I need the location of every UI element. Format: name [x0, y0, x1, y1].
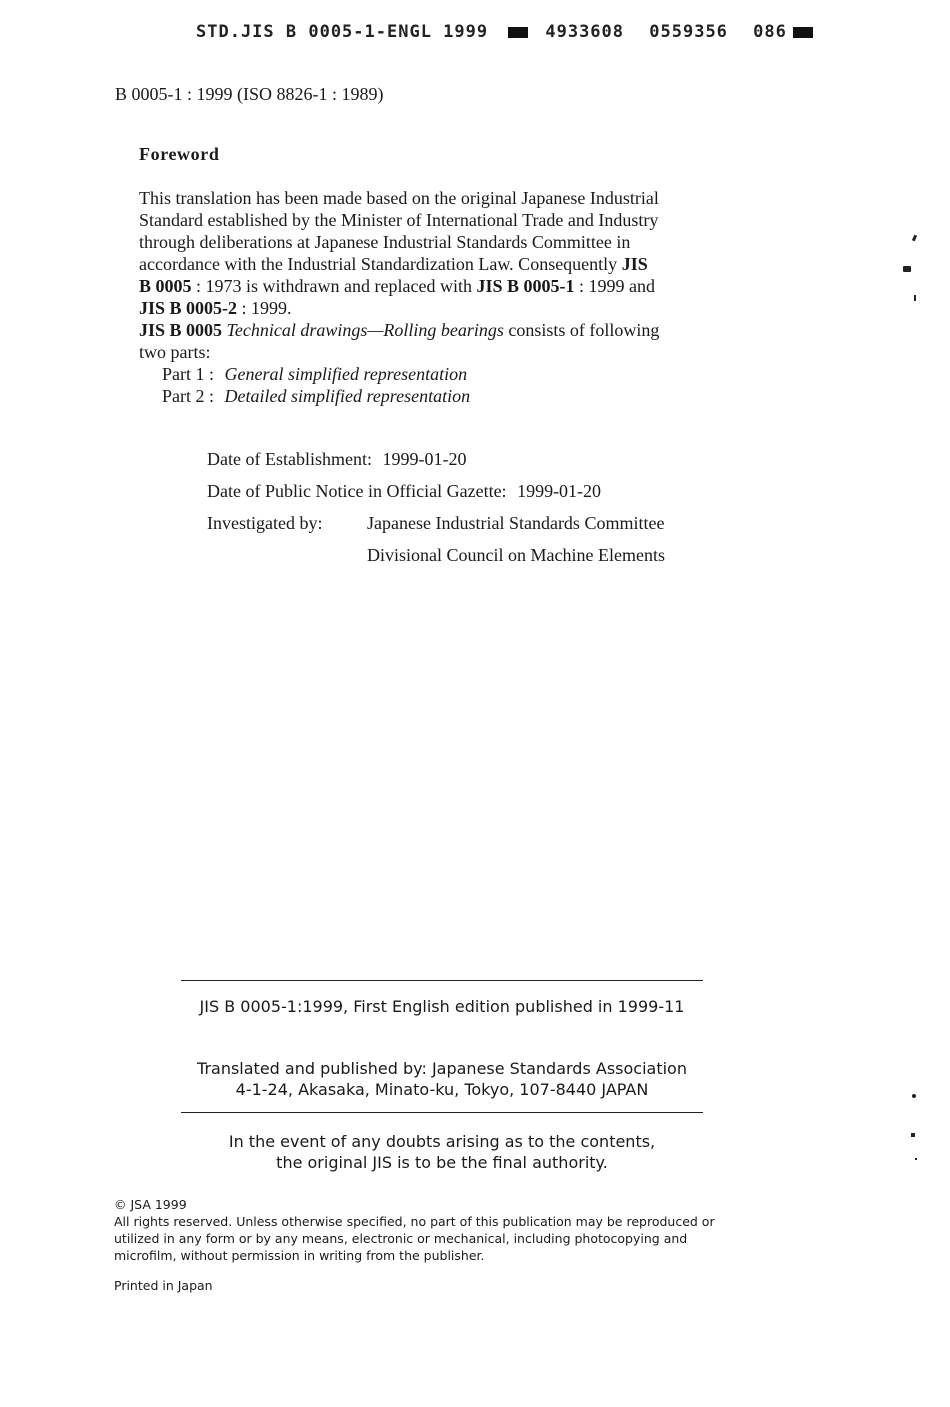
foreword-para2-bold: JIS B 0005 [139, 320, 223, 340]
rights-line-1: All rights reserved. Unless otherwise specified, no part of this publication may be reproduced or [114, 1214, 715, 1229]
foreword-line-4 [139, 254, 648, 275]
stamp-code: STD.JIS B 0005-1-ENGL 1999 [196, 22, 489, 42]
scan-speck [914, 295, 916, 301]
foreword-line-5-text-1: : 1973 is withdrawn and replaced with [191, 276, 477, 296]
scan-speck [912, 1094, 916, 1098]
foreword-line-4-text: accordance with the Industrial Standardization Law. Consequently [139, 254, 622, 274]
foreword-heading: Foreword [139, 144, 220, 164]
part-1-title: General simplified representation [224, 364, 468, 384]
foreword-line-6 [139, 298, 292, 319]
stamp-block-1 [508, 27, 528, 38]
stamp-number-3: 086 [753, 22, 787, 42]
stamp-number-1: 4933608 [545, 22, 625, 42]
publisher-line-1: Translated and published by: Japanese Standards Association [197, 1059, 687, 1078]
foreword-line-2: Standard established by the Minister of International Trade and Industry [139, 210, 659, 230]
authority-line-2: the original JIS is to be the final authority. [276, 1153, 608, 1172]
copyright: © JSA 1999 [114, 1197, 187, 1212]
foreword-para2-line-2: two parts: [139, 342, 211, 362]
stamp-block-2 [793, 27, 813, 38]
foreword-line-5-bold-1: B 0005 [139, 276, 192, 296]
header-stamp [196, 22, 819, 42]
scan-speck [912, 235, 917, 242]
foreword-line-5 [139, 276, 655, 297]
divider-top [181, 980, 703, 981]
edition-note: JIS B 0005-1:1999, First English edition published in 1999-11 [199, 997, 685, 1016]
foreword-para2-italic: Technical drawings—Rolling bearings [226, 320, 504, 340]
part-1 [162, 364, 467, 385]
part-2-label: Part 2 : [162, 386, 214, 406]
investigated-label: Investigated by: [207, 513, 323, 533]
printed-in: Printed in Japan [114, 1278, 213, 1293]
scan-speck [903, 266, 911, 272]
gazette-date [207, 481, 601, 502]
rights-line-3: microfilm, without permission in writing from the publisher. [114, 1248, 485, 1263]
investigated-line-1: Japanese Industrial Standards Committee [367, 513, 665, 533]
authority-line-1: In the event of any doubts arising as to the contents, [228, 1132, 656, 1151]
foreword-line-5-bold-2: JIS B 0005-1 [476, 276, 575, 296]
gazette-value: 1999-01-20 [517, 481, 602, 501]
establishment-date [207, 449, 466, 470]
part-2-title: Detailed simplified representation [224, 386, 471, 406]
divider-bottom [181, 1112, 703, 1113]
foreword-line-1: This translation has been made based on the original Japanese Industrial [139, 188, 659, 208]
foreword-line-5-text-2: : 1999 and [574, 276, 655, 296]
foreword-line-6-bold: JIS B 0005-2 [139, 298, 238, 318]
foreword-para2-line-1 [139, 320, 659, 341]
investigated-line-2: Divisional Council on Machine Elements [367, 545, 665, 565]
foreword-line-3: through deliberations at Japanese Industrial Standards Committee in [139, 232, 631, 252]
doc-reference: B 0005-1 : 1999 (ISO 8826-1 : 1989) [115, 84, 384, 104]
stamp-number-2: 0559356 [649, 22, 728, 42]
scan-speck [915, 1158, 917, 1160]
establishment-label: Date of Establishment: [207, 449, 372, 469]
gazette-label: Date of Public Notice in Official Gazette: [207, 481, 507, 501]
rights-line-2: utilized in any form or by any means, electronic or mechanical, including photocopying and [114, 1231, 688, 1246]
scan-speck [911, 1133, 915, 1137]
establishment-value: 1999-01-20 [382, 449, 467, 469]
part-1-label: Part 1 : [162, 364, 214, 384]
foreword-line-6-text: : 1999. [237, 298, 292, 318]
foreword-line-4-bold: JIS [621, 254, 648, 274]
publisher-line-2: 4-1-24, Akasaka, Minato-ku, Tokyo, 107-8440 JAPAN [235, 1080, 649, 1099]
part-2 [162, 386, 470, 407]
foreword-para2-text: consists of following [503, 320, 660, 340]
